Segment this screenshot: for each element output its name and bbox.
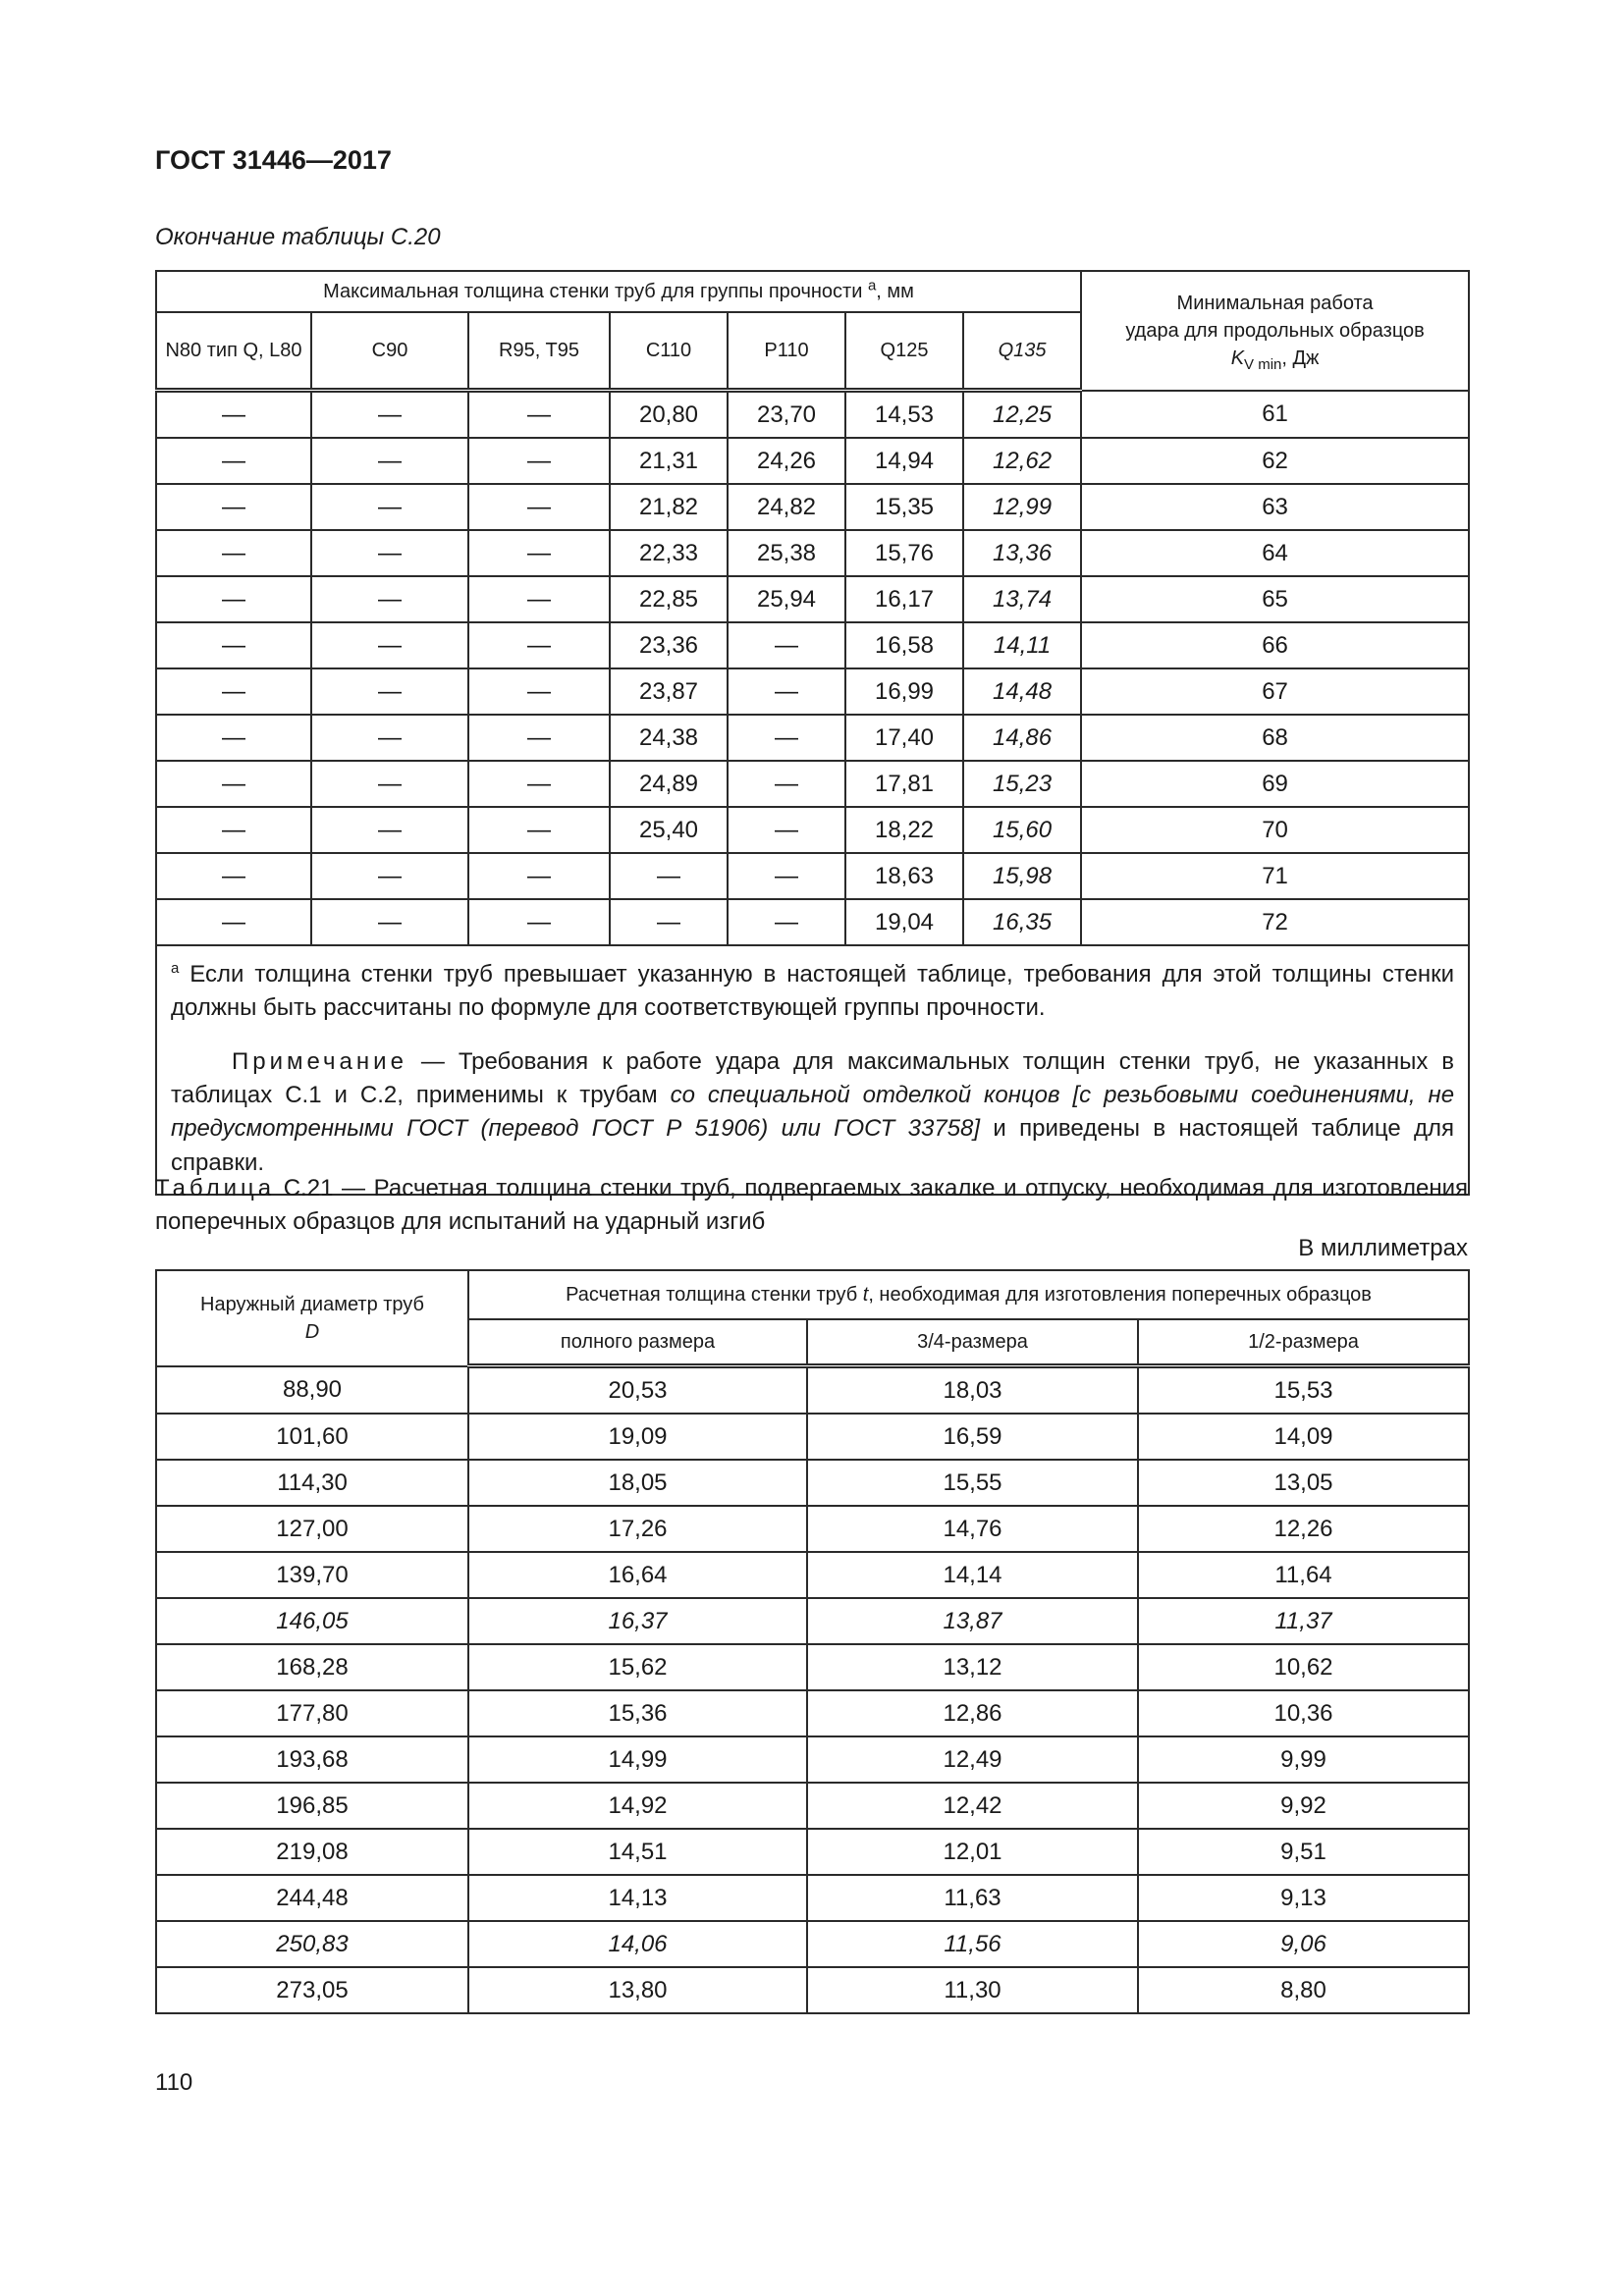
table-notes — [156, 945, 1469, 1195]
col-header: C90 — [311, 312, 468, 391]
table-cell: 14,48 — [963, 668, 1081, 715]
table-cell: 66 — [1081, 622, 1469, 668]
table-cell: 23,70 — [728, 391, 845, 439]
table-cell: — — [468, 530, 610, 576]
table-row — [156, 1875, 1469, 1921]
table-cell: — — [311, 391, 468, 439]
col-header: P110 — [728, 312, 845, 391]
table-cell: 68 — [1081, 715, 1469, 761]
group-header: Максимальная толщина стенки труб для группы прочности $^a$, мм — [156, 271, 1081, 312]
table-cell: 16,35 — [963, 899, 1081, 945]
table-cell: 9,13 — [1138, 1875, 1469, 1921]
table-cell: 11,63 — [807, 1875, 1138, 1921]
table-cell: 14,92 — [468, 1783, 807, 1829]
table-cell: — — [156, 807, 311, 853]
table-row — [156, 1460, 1469, 1506]
table-cell: 12,86 — [807, 1690, 1138, 1736]
table-c20 — [155, 270, 1470, 1196]
table-cell: 196,85 — [156, 1783, 468, 1829]
table-cell: 15,35 — [845, 484, 963, 530]
table-cell: 22,85 — [610, 576, 728, 622]
table-cell: 14,11 — [963, 622, 1081, 668]
table-cell: 17,40 — [845, 715, 963, 761]
footnote-ref: a — [867, 277, 877, 294]
table-cell: 15,36 — [468, 1690, 807, 1736]
energy-header: Минимальная работа удара для продольных образцов $K_{V min}$, Дж — [1081, 271, 1469, 391]
table-cell: 62 — [1081, 438, 1469, 484]
table-cell: 64 — [1081, 530, 1469, 576]
document-header: ГОСТ 31446—2017 — [155, 145, 392, 175]
table-row — [156, 1506, 1469, 1552]
table-cell: 11,64 — [1138, 1552, 1469, 1598]
table-cell: 13,12 — [807, 1644, 1138, 1690]
table-cell: 71 — [1081, 853, 1469, 899]
table-cell: — — [468, 807, 610, 853]
table-cell: 25,40 — [610, 807, 728, 853]
table-cell: — — [468, 438, 610, 484]
table-cell: — — [728, 807, 845, 853]
table-cell: 12,49 — [807, 1736, 1138, 1783]
table-cell: — — [311, 530, 468, 576]
table-cell: — — [728, 761, 845, 807]
table-cell: — — [468, 622, 610, 668]
table-cell: 9,51 — [1138, 1829, 1469, 1875]
table-row — [156, 438, 1469, 484]
table-cell: — — [156, 715, 311, 761]
table-c21-caption: Таблица С.21 — Расчетная толщина стенки труб, подвергаемых закалке и отпуску, необходимая для изготовления поперечных образцов для испытаний на ударный изгиб — [155, 1175, 1468, 1236]
table-cell: 9,92 — [1138, 1783, 1469, 1829]
table-cell: 21,82 — [610, 484, 728, 530]
table-cell: — — [311, 668, 468, 715]
table-cell: 12,25 — [963, 391, 1081, 439]
table-cell: — — [468, 576, 610, 622]
table-cell: 18,63 — [845, 853, 963, 899]
units-label: В миллиметрах — [1298, 1235, 1468, 1261]
table-cell: — — [311, 622, 468, 668]
table-cell: 22,33 — [610, 530, 728, 576]
table-cell: — — [728, 668, 845, 715]
table-cell: 244,48 — [156, 1875, 468, 1921]
table-cell: — — [156, 391, 311, 439]
table-cell: 15,76 — [845, 530, 963, 576]
table-cell: 69 — [1081, 761, 1469, 807]
table-cell: 14,09 — [1138, 1414, 1469, 1460]
table-cell: 19,04 — [845, 899, 963, 945]
table-cell: 177,80 — [156, 1690, 468, 1736]
table-cell: 15,23 — [963, 761, 1081, 807]
table-cell: 12,99 — [963, 484, 1081, 530]
table-cell: — — [156, 853, 311, 899]
table-cell: 23,36 — [610, 622, 728, 668]
col-header: Q125 — [845, 312, 963, 391]
table-cell: 24,38 — [610, 715, 728, 761]
col-header: R95, T95 — [468, 312, 610, 391]
table-cell: — — [156, 622, 311, 668]
table-cell: 273,05 — [156, 1967, 468, 2013]
table-cell: 250,83 — [156, 1921, 468, 1967]
table-cell: — — [311, 807, 468, 853]
table-cell: 18,05 — [468, 1460, 807, 1506]
table-row — [156, 530, 1469, 576]
table-cell: — — [156, 438, 311, 484]
table-cell: 15,53 — [1138, 1366, 1469, 1415]
table-row — [156, 1921, 1469, 1967]
table-row — [156, 1414, 1469, 1460]
table-cell: 11,37 — [1138, 1598, 1469, 1644]
footnote: $^a$ Если толщина стенки труб превышает указанную в настоящей таблице, требования для этой толщины стенки должны быть рассчитаны по формуле для соответствующей группы прочности. — [171, 960, 1455, 1022]
table-cell: 11,30 — [807, 1967, 1138, 2013]
table-cell: — — [311, 899, 468, 945]
table-cell: — — [156, 668, 311, 715]
table-row — [156, 622, 1469, 668]
table-cell: — — [728, 622, 845, 668]
table-cell: 12,62 — [963, 438, 1081, 484]
table-cell: — — [156, 530, 311, 576]
table-cell: — — [468, 899, 610, 945]
col-header: N80 тип Q, L80 — [156, 312, 311, 391]
table-cell: — — [311, 576, 468, 622]
table-cell: 12,42 — [807, 1783, 1138, 1829]
table-cell: — — [468, 391, 610, 439]
table-cell: 127,00 — [156, 1506, 468, 1552]
note: Примечание — Требования к работе удара для максимальных толщин стенки труб, не указанных в таблицах С.1 и С.2, применимы к трубам со специальной отделкой концов [с резьбовыми соединениями, не предусмотренными ГОСТ (перевод ГОСТ Р 51906) или ГОСТ 33758] и приведены в настоящей таблице для справки. — [171, 1047, 1455, 1176]
table-cell: 24,89 — [610, 761, 728, 807]
table-cell: 65 — [1081, 576, 1469, 622]
table-cell: 12,01 — [807, 1829, 1138, 1875]
table-cell: — — [311, 484, 468, 530]
table-cell: — — [468, 761, 610, 807]
table-cell: 17,26 — [468, 1506, 807, 1552]
table-cell: 70 — [1081, 807, 1469, 853]
table-row — [156, 1366, 1469, 1415]
table-cell: 15,60 — [963, 807, 1081, 853]
table-cell: 15,55 — [807, 1460, 1138, 1506]
table-cell: — — [728, 899, 845, 945]
table-cell: 14,76 — [807, 1506, 1138, 1552]
table-cell: 16,64 — [468, 1552, 807, 1598]
table-cell: 146,05 — [156, 1598, 468, 1644]
table-cell: 9,99 — [1138, 1736, 1469, 1783]
table-row — [156, 1552, 1469, 1598]
sub-col-header: полного размера — [468, 1319, 807, 1366]
table-cell: 13,05 — [1138, 1460, 1469, 1506]
table-cell: — — [610, 899, 728, 945]
table-cell: 12,26 — [1138, 1506, 1469, 1552]
table-cell: — — [728, 853, 845, 899]
table-cell: 61 — [1081, 391, 1469, 439]
table-cell: 168,28 — [156, 1644, 468, 1690]
table-cell: 8,80 — [1138, 1967, 1469, 2013]
table-cell: 24,26 — [728, 438, 845, 484]
table-cell: 10,62 — [1138, 1644, 1469, 1690]
table-cell: 16,37 — [468, 1598, 807, 1644]
table-row — [156, 853, 1469, 899]
table-cell: — — [610, 853, 728, 899]
table-cell: 14,53 — [845, 391, 963, 439]
table-cell: 18,22 — [845, 807, 963, 853]
table-cell: 13,36 — [963, 530, 1081, 576]
table-cell: 18,03 — [807, 1366, 1138, 1415]
table-cell: 88,90 — [156, 1366, 468, 1415]
table-cell: 16,59 — [807, 1414, 1138, 1460]
table-cell: 14,06 — [468, 1921, 807, 1967]
table-cell: — — [468, 715, 610, 761]
table-cell: 16,99 — [845, 668, 963, 715]
table-row — [156, 807, 1469, 853]
table-cell: 67 — [1081, 668, 1469, 715]
table-cell: 63 — [1081, 484, 1469, 530]
table-cell: 25,38 — [728, 530, 845, 576]
table-row — [156, 484, 1469, 530]
table-cell: 72 — [1081, 899, 1469, 945]
table-row — [156, 576, 1469, 622]
table-row — [156, 1783, 1469, 1829]
table-cell: — — [311, 715, 468, 761]
table-c21 — [155, 1269, 1470, 2014]
table-cell: — — [311, 761, 468, 807]
table-row — [156, 1644, 1469, 1690]
table-cell: 11,56 — [807, 1921, 1138, 1967]
table-cell: 20,53 — [468, 1366, 807, 1415]
table-cell: — — [156, 484, 311, 530]
sub-col-header: 1/2-размера — [1138, 1319, 1469, 1366]
table-cell: 13,87 — [807, 1598, 1138, 1644]
table-cell: 16,58 — [845, 622, 963, 668]
table-row — [156, 668, 1469, 715]
table-cell: — — [311, 853, 468, 899]
table-cell: 19,09 — [468, 1414, 807, 1460]
table-cell: — — [311, 438, 468, 484]
table-row — [156, 715, 1469, 761]
table-row — [156, 1967, 1469, 2013]
table-cell: 10,36 — [1138, 1690, 1469, 1736]
table-cell: — — [468, 853, 610, 899]
table-cell: 114,30 — [156, 1460, 468, 1506]
table-cell: — — [156, 899, 311, 945]
table-cell: 101,60 — [156, 1414, 468, 1460]
table-cell: 13,74 — [963, 576, 1081, 622]
sub-col-header: 3/4-размера — [807, 1319, 1138, 1366]
table-cell: — — [156, 576, 311, 622]
table-row — [156, 761, 1469, 807]
table-cell: 15,98 — [963, 853, 1081, 899]
table-cell: 24,82 — [728, 484, 845, 530]
table-cell: 20,80 — [610, 391, 728, 439]
table-cell: 14,13 — [468, 1875, 807, 1921]
table-row — [156, 1736, 1469, 1783]
table-cell: 14,86 — [963, 715, 1081, 761]
table-row — [156, 899, 1469, 945]
table-cell: 15,62 — [468, 1644, 807, 1690]
table-cell: — — [728, 715, 845, 761]
table-cell: 9,06 — [1138, 1921, 1469, 1967]
table-cell: 17,81 — [845, 761, 963, 807]
table-cell: 219,08 — [156, 1829, 468, 1875]
table-cell: 13,80 — [468, 1967, 807, 2013]
table-cell: 16,17 — [845, 576, 963, 622]
diameter-header: Наружный диаметр труб D — [156, 1270, 468, 1366]
table-cell: 139,70 — [156, 1552, 468, 1598]
table-cell: 25,94 — [728, 576, 845, 622]
page-number: 110 — [155, 2069, 193, 2096]
table-cell: 14,51 — [468, 1829, 807, 1875]
col-header: Q135 — [963, 312, 1081, 391]
table-row — [156, 1829, 1469, 1875]
table-cell: 14,94 — [845, 438, 963, 484]
table-cell: — — [156, 761, 311, 807]
table-cell: 14,99 — [468, 1736, 807, 1783]
table-cell: 14,14 — [807, 1552, 1138, 1598]
table-cell: 23,87 — [610, 668, 728, 715]
table-continuation-caption: Окончание таблицы С.20 — [155, 224, 441, 250]
thickness-header: Расчетная толщина стенки труб t, необходимая для изготовления поперечных образцов — [468, 1270, 1469, 1319]
table-row — [156, 1690, 1469, 1736]
table-row — [156, 1598, 1469, 1644]
col-header: C110 — [610, 312, 728, 391]
table-row — [156, 391, 1469, 439]
table-cell: — — [468, 668, 610, 715]
table-cell: 193,68 — [156, 1736, 468, 1783]
table-cell: — — [468, 484, 610, 530]
table-cell: 21,31 — [610, 438, 728, 484]
